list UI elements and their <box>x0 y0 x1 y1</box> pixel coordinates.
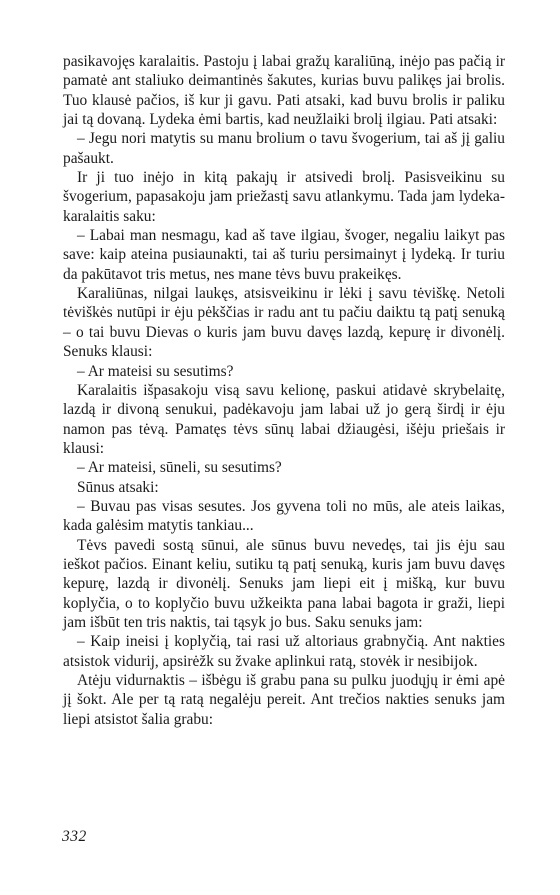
paragraph: Tėvs pavedi sostą sūnui, ale sūnus buvu nevedęs, tai jis ėju sau ieškot pačios. Einant keliu, sutiku tą patį senuką, kuris jam buvu davęs kepurę, lazdą ir divonėlį. Senuks jam liepi eit į mišką, kur buvu koplyčia, o to koplyčio buvu užkeikta pana labai bagota ir graži, liepi jam išbūt ten tris naktis, tai tąsyk jo bus. Saku senuks jam: <box>63 536 505 631</box>
paragraph: Karaliūnas, nilgai laukęs, atsisveikinu ir lėki į savu tėviškę. Netoli tėviškės nutūpi ir ėju pėkščias ir radu ant tu pačiu daiktu tą patį senuką – o tai buvu Dievas o kuris jam buvu davęs lazdą, kepurę ir divonėlį. Senuks klausi: <box>63 285 505 361</box>
paragraph: pasikavojęs karalaitis. Pastoju į labai gražų karaliūną, inėjo pas pačią ir pamatė ant staliuko deimantinės šakutes, kurias buvu palikęs jai brolis. Tuo klausė pačios, iš kur ji gavu. Pati atsaki, kad buvu brolis ir paliku jai tą dovaną. Lydeka ėmi bartis, kad neužlaiki brolį ilgiau. Pati atsaki: <box>63 53 505 129</box>
paragraph: Ir ji tuo inėjo in kitą pakajų ir atsivedi brolį. Pasisveikinu su švogerium, papasakoju jam priežastį savu atlankymu. Tada jam lydeka-karalaitis saku: <box>63 169 505 225</box>
dialogue-line: – Ar mateisi, sūneli, su sesutims? <box>77 459 282 477</box>
paragraph: Sūnus atsaki: <box>77 478 159 496</box>
page-number: 332 <box>62 828 87 845</box>
dialogue-line: – Kaip ineisi į koplyčią, tai rasi už altoriaus grabnyčią. Ant nakties atsistok vidurij, apsirėžk su žvake aplinkui ratą, stovėk ir nesibijok. <box>63 633 505 670</box>
dialogue-line: – Jegu nori matytis su manu brolium o tavu švogerium, tai aš jį galiu pašaukt. <box>63 130 505 167</box>
paragraph: Atėju vidurnaktis – išbėgu iš grabu pana su pulku juodųjų ir ėmi apė jį šokt. Ale per tą ratą negalėju pereit. Ant trečios nakties senuks jam liepi atsistot šalia grabu: <box>63 672 505 728</box>
dialogue-line: – Ar mateisi su sesutims? <box>77 362 234 380</box>
dialogue-line: – Labai man nesmagu, kad aš tave ilgiau, švoger, negaliu laikyt pas save: kaip ateina pusiaunakti, tai aš turiu persimainyt į lydeką. Ir turiu da pakūtavot tris metus, nes mane tėvs buvu prakeikęs. <box>63 227 505 283</box>
dialogue-line: – Buvau pas visas sesutes. Jos gyvena toli no mūs, ale ateis laikas, kada galėsim matytis tankiau... <box>63 497 505 535</box>
body-text <box>63 52 505 729</box>
paragraph: Karalaitis išpasakoju visą savu kelionę, paskui atidavė skrybelaitę, lazdą ir divoną senukui, padėkavoju jam labai už jo gerą širdį ir ėju namon pas tėvą. Pamatęs tėvs sūnų labai džiaugėsi, išėju priešais ir klausi: <box>63 381 505 457</box>
